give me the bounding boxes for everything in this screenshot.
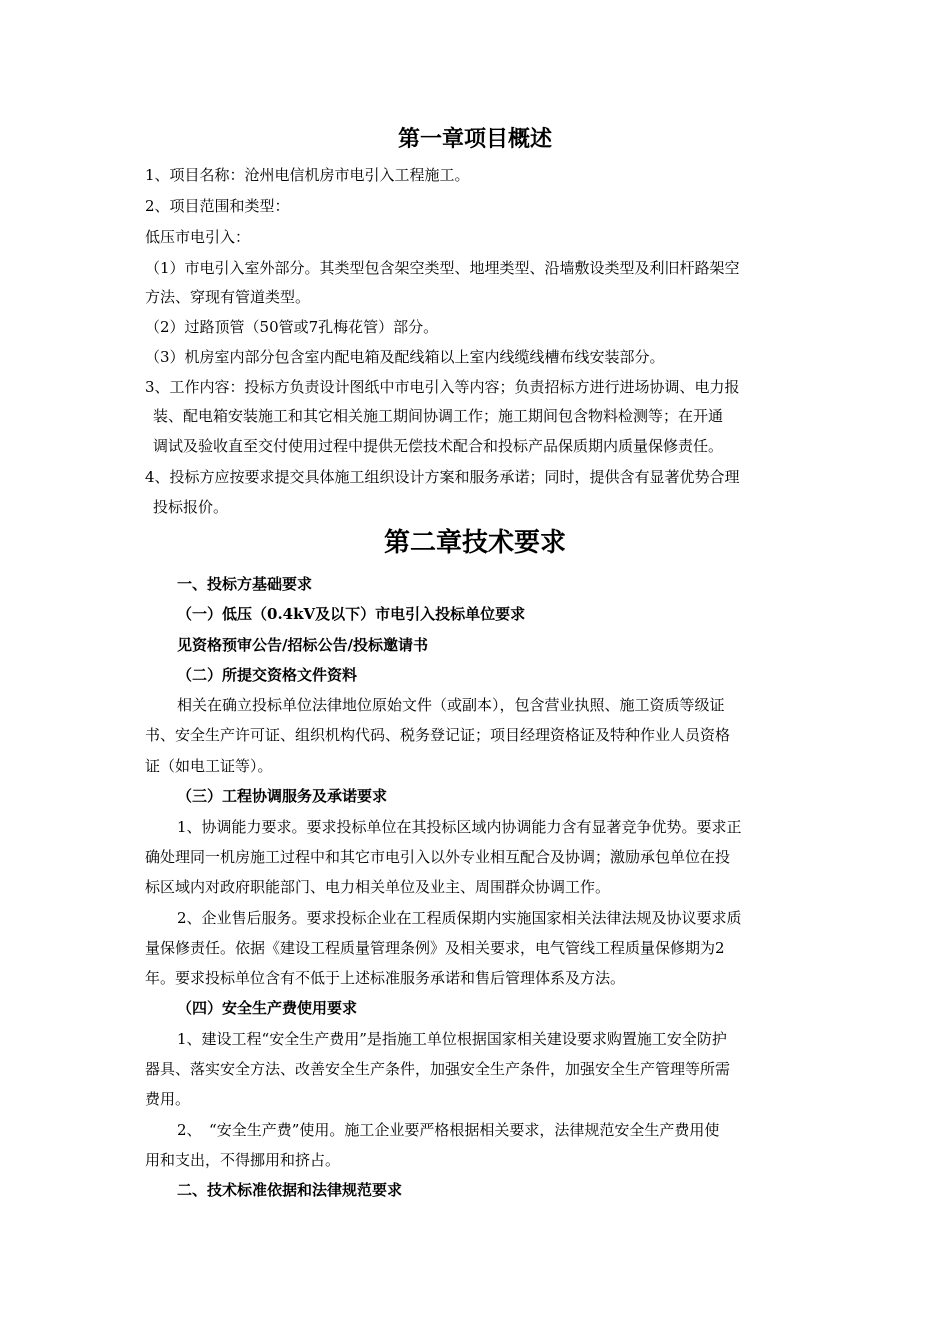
- ch1-line: 低压市电引入：: [145, 228, 251, 246]
- ch2-line: 用和支出，不得挪用和挤占。: [145, 1151, 341, 1169]
- ch2-line: 书、安全生产许可证、组织机构代码、税务登记证；项目经理资格证及特种作业人员资格: [145, 726, 731, 744]
- ch1-line: 4、投标方应按要求提交具体施工组织设计方案和服务承诺；同时，提供含有显著优势合理: [145, 468, 740, 486]
- ch2-line: 量保修责任。依据《建设工程质量管理条例》及相关要求，电气管线工程质量保修期为2: [145, 939, 725, 957]
- ch2-line: 2、企业售后服务。要求投标企业在工程质保期内实施国家相关法律法规及协议要求质: [177, 909, 742, 927]
- chapter1-title: 第一章项目概述: [397, 126, 552, 152]
- ch1-line: （3）机房室内部分包含室内配电箱及配线箱以上室内线缆线槽布线安装部分。: [145, 348, 665, 366]
- ch2-line: 器具、落实安全方法、改善安全生产条件，加强安全生产条件，加强安全生产管理等所需: [145, 1060, 731, 1078]
- chapter2-title: 第二章技术要求: [383, 528, 566, 558]
- ch2-heading: 一、投标方基础要求: [177, 575, 313, 593]
- ch2-line: 2、 “安全生产费”使用。施工企业要严格根据相关要求，法律规范安全生产费用使: [177, 1121, 720, 1139]
- ch2-line: 相关在确立投标单位法律地位原始文件（或副本），包含营业执照、施工资质等级证: [177, 696, 725, 714]
- ch2-heading: 二、技术标准依据和法律规范要求: [177, 1181, 403, 1199]
- ch1-line: 方法、穿现有管道类型。: [145, 288, 311, 306]
- ch2-line: 确处理同一机房施工过程中和其它市电引入以外专业相互配合及协调；激励承包单位在投: [145, 848, 731, 866]
- ch1-line: （2）过路顶管（50管或7孔梅花管）部分。: [145, 318, 439, 336]
- ch1-line: 3、工作内容：投标方负责设计图纸中市电引入等内容；负责招标方进行进场协调、电力报: [145, 378, 740, 396]
- ch2-line: 费用。: [145, 1090, 191, 1108]
- ch2-line: 证（如电工证等）。: [145, 757, 273, 775]
- ch2-heading: （一）低压（0.4kV及以下）市电引入投标单位要求: [177, 605, 526, 623]
- ch2-heading: （四）安全生产费使用要求: [177, 999, 358, 1017]
- ch1-line: 投标报价。: [153, 498, 229, 516]
- ch2-line: 1、建设工程“安全生产费用”是指施工单位根据国家相关建设要求购置施工安全防护: [177, 1030, 727, 1048]
- ch2-line: 年。要求投标单位含有不低于上述标准服务承诺和售后管理体系及方法。: [145, 969, 626, 987]
- ch2-line: 标区域内对政府职能部门、电力相关单位及业主、周围群众协调工作。: [145, 878, 611, 896]
- ch1-line: 调试及验收直至交付使用过程中提供无偿技术配合和投标产品保质期内质量保修责任。: [153, 437, 724, 455]
- ch2-line: 1、协调能力要求。要求投标单位在其投标区域内协调能力含有显著竞争优势。要求正: [177, 818, 742, 836]
- ch1-line: 装、配电箱安装施工和其它相关施工期间协调工作；施工期间包含物料检测等；在开通: [153, 407, 724, 425]
- ch1-line: 1、项目名称：沧州电信机房市电引入工程施工。: [145, 166, 470, 184]
- ch2-heading: （二）所提交资格文件资料: [177, 666, 358, 684]
- ch1-line: （1）市电引入室外部分。其类型包含架空类型、地埋类型、沿墙敷设类型及利旧杆路架空: [145, 259, 740, 277]
- ch2-heading: （三）工程协调服务及承诺要求: [177, 787, 388, 805]
- ch2-heading: 见资格预审公告/招标公告/投标邀请书: [177, 636, 428, 654]
- ch1-line: 2、项目范围和类型：: [145, 197, 290, 215]
